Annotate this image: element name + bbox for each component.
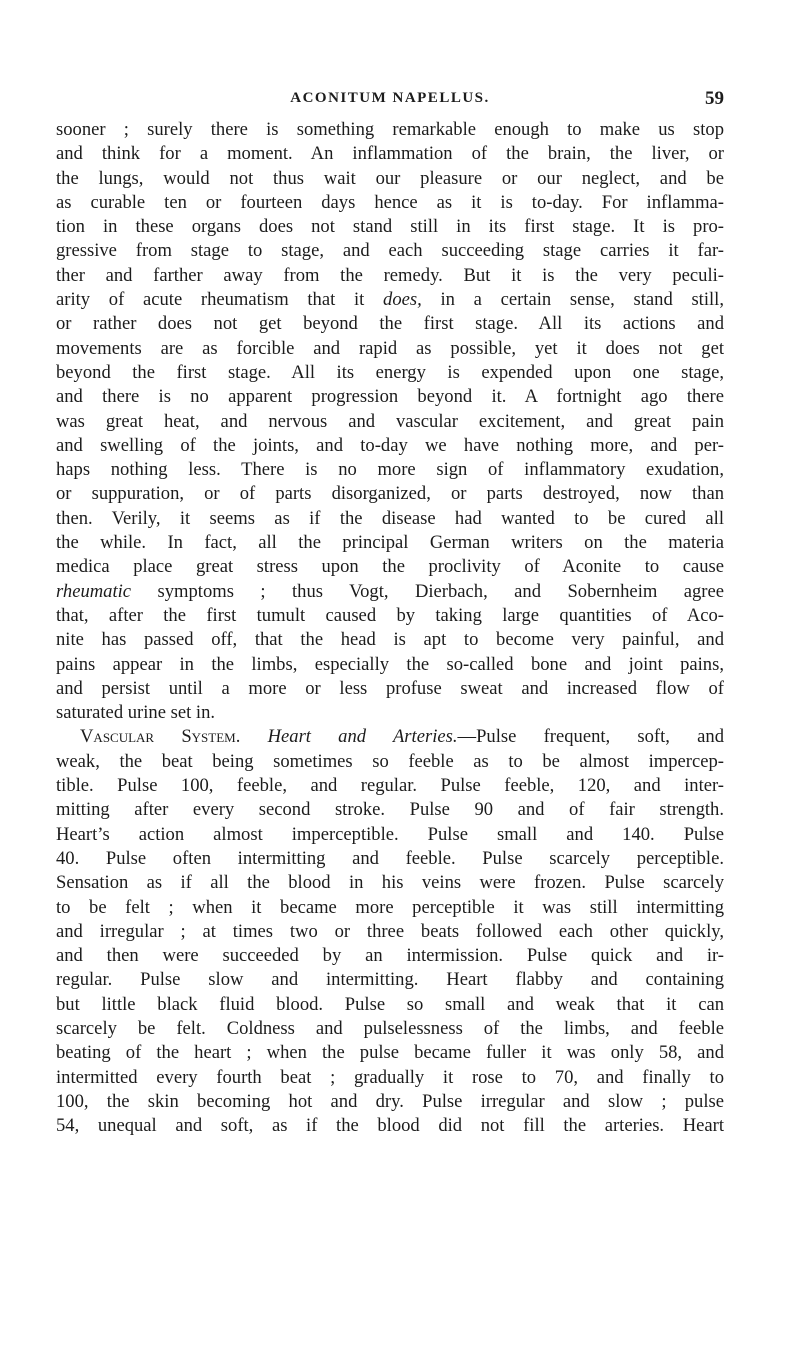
text-line-segment: —Pulse frequent, soft, and <box>457 726 724 748</box>
text-line: movements are as forcible and rapid as possible, yet it does not get <box>56 337 724 359</box>
text-line: pains appear in the limbs, especially the so-called bone and joint pains, <box>56 653 724 675</box>
text-line: 100, the skin becoming hot and dry. Pulse irregular and slow ; pulse <box>56 1090 724 1112</box>
text-line: saturated urine set in. <box>56 702 216 724</box>
text-line: Heart’s action almost imperceptible. Pulse small and 140. Pulse <box>56 823 724 845</box>
emphasis: rheumatic <box>56 580 132 602</box>
text-line: ther and farther away from the remedy. But it is the very peculi- <box>56 264 724 286</box>
text-line: the while. In fact, all the principal German writers on the materia <box>56 532 724 554</box>
text-line: mitting after every second stroke. Pulse 90 and of fair strength. <box>56 799 724 821</box>
text-line: and persist until a more or less profuse sweat and increased flow of <box>56 677 724 699</box>
text-line: regular. Pulse slow and intermitting. Heart flabby and containing <box>56 969 724 991</box>
text-line: scarcely be felt. Coldness and pulselessness of the limbs, and feeble <box>56 1017 724 1039</box>
text-line: as curable ten or fourteen days hence as it is to-day. For inflamma- <box>56 191 724 213</box>
text-line-segment: arity of acute rheumatism that it <box>56 289 384 311</box>
subsection-heading: Heart and Arteries. <box>267 726 458 748</box>
text-line: Sensation as if all the blood in his veins were frozen. Pulse scarcely <box>56 872 724 894</box>
text-line: then. Verily, it seems as if the disease had wanted to be cured all <box>56 507 724 529</box>
text-line: or suppuration, or of parts disorganized, or parts destroyed, now than <box>56 483 724 505</box>
text-line: tion in these organs does not stand still in its first stage. It is pro- <box>56 216 724 238</box>
text-line: gressive from stage to stage, and each succeeding stage carries it far- <box>56 240 724 262</box>
running-head: ACONITUM NAPELLUS. <box>290 90 490 106</box>
text-line: the lungs, would not thus wait our pleasure or our neglect, and be <box>56 167 724 189</box>
section-heading-line <box>56 725 724 749</box>
text-line-segment: symptoms ; thus Vogt, Dierbach, and Sobernheim agree <box>131 580 724 602</box>
page-header <box>56 88 724 112</box>
text-line: or rather does not get beyond the first stage. All its actions and <box>56 313 724 335</box>
text-line: and think for a moment. An inflammation of the brain, the liver, or <box>56 143 724 165</box>
text-line: tible. Pulse 100, feeble, and regular. Pulse feeble, 120, and inter- <box>56 775 724 797</box>
text-line: but little black fluid blood. Pulse so small and weak that it can <box>56 993 724 1015</box>
text-line: and then were succeeded by an intermission. Pulse quick and ir- <box>56 945 724 967</box>
text-line: 40. Pulse often intermitting and feeble. Pulse scarcely perceptible. <box>56 847 724 869</box>
emphasis: does, <box>383 289 422 311</box>
page-number: 59 <box>705 88 724 109</box>
text-line: beyond the first stage. All its energy is expended upon one stage, <box>56 361 724 383</box>
text-line: was great heat, and nervous and vascular excitement, and great pain <box>56 410 724 432</box>
text-line-segment: in a certain sense, stand still, <box>421 289 724 311</box>
text-line: and swelling of the joints, and to-day we have nothing more, and per- <box>56 434 724 456</box>
text-line: that, after the first tumult caused by taking large quantities of Aco- <box>56 604 724 626</box>
text-line: and there is no apparent progression beyond it. A fortnight ago there <box>56 386 724 408</box>
text-line: haps nothing less. There is no more sign of inflammatory exudation, <box>56 459 724 481</box>
text-line: intermitted every fourth beat ; gradually it rose to 70, and finally to <box>56 1066 724 1088</box>
text-line: 54, unequal and soft, as if the blood did not fill the arteries. Heart <box>56 1115 724 1137</box>
section-heading: Vascular System. <box>80 726 241 748</box>
text-line: and irregular ; at times two or three beats followed each other quickly, <box>56 920 724 942</box>
body-text <box>56 118 724 1138</box>
text-line <box>56 580 724 604</box>
text-line <box>56 288 724 312</box>
text-line: to be felt ; when it became more perceptible it was still intermitting <box>56 896 724 918</box>
text-line: weak, the beat being sometimes so feeble as to be almost impercep- <box>56 750 724 772</box>
text-line: nite has passed off, that the head is apt to become very painful, and <box>56 629 724 651</box>
text-line: medica place great stress upon the proclivity of Aconite to cause <box>56 556 724 578</box>
text-line: beating of the heart ; when the pulse became fuller it was only 58, and <box>56 1042 724 1064</box>
text-line: sooner ; surely there is something remarkable enough to make us stop <box>56 119 724 140</box>
